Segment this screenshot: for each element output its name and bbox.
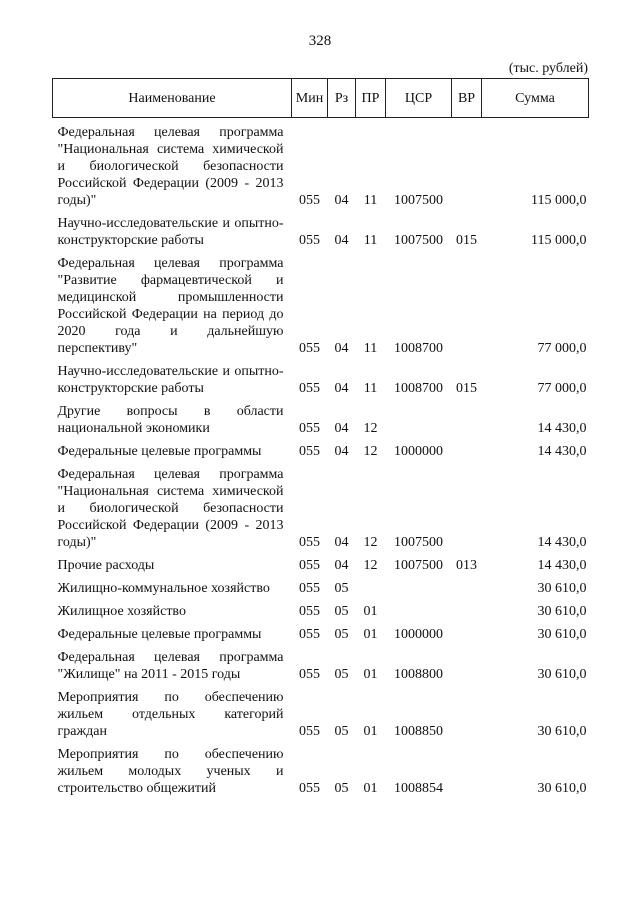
row-sum: 77 000,0 [537, 341, 587, 356]
row-pr: 11 [363, 381, 378, 396]
row-name: Федеральная целевая программа "Национальная система химической и биологической безопасности Российской Федерации (2009 - 2013 годы)" [57, 125, 284, 208]
row-vr [452, 443, 482, 466]
row-sum: 14 430,0 [537, 444, 587, 459]
table-row [53, 603, 589, 626]
row-csr: 1008800 [394, 667, 443, 682]
row-csr [386, 603, 452, 626]
row-name: Мероприятия по обеспечению жильем молодых ученых и строительство общежитий [57, 747, 284, 796]
header-name: Наименование [53, 79, 292, 118]
row-min: 055 [299, 724, 320, 739]
row-min: 055 [299, 781, 320, 796]
header-min: Мин [292, 79, 328, 118]
row-rz: 05 [334, 627, 349, 642]
row-sum: 14 430,0 [537, 535, 587, 550]
row-csr [386, 403, 452, 443]
table-row [53, 649, 589, 689]
row-pr [356, 580, 386, 603]
row-vr: 013 [456, 558, 477, 573]
unit-label: (тыс. рублей) [508, 61, 588, 76]
row-rz: 04 [334, 535, 349, 550]
row-name: Научно-исследовательские и опытно-конструкторские работы [57, 364, 284, 396]
row-min: 055 [299, 667, 320, 682]
row-sum: 14 430,0 [537, 558, 587, 573]
row-csr: 1000000 [394, 444, 443, 459]
row-rz: 05 [334, 781, 349, 796]
row-pr: 11 [363, 233, 378, 248]
row-sum: 30 610,0 [537, 781, 587, 796]
row-rz: 04 [334, 341, 349, 356]
table-row [53, 443, 589, 466]
row-name: Другие вопросы в области национальной экономики [57, 404, 284, 436]
table-row [53, 363, 589, 403]
row-pr: 12 [363, 558, 378, 573]
row-name: Научно-исследовательские и опытно-конструкторские работы [57, 216, 284, 248]
row-csr: 1000000 [394, 627, 443, 642]
row-csr: 1007500 [394, 233, 443, 248]
row-rz: 04 [334, 233, 349, 248]
row-pr: 01 [363, 627, 378, 642]
row-pr: 11 [363, 193, 378, 208]
row-vr [452, 603, 482, 626]
row-name: Федеральные целевые программы [57, 444, 262, 459]
row-min: 055 [299, 193, 320, 208]
row-min: 055 [299, 535, 320, 550]
row-vr [452, 403, 482, 443]
table-row [53, 466, 589, 557]
row-vr [452, 255, 482, 363]
row-vr [452, 466, 482, 557]
row-min: 055 [299, 558, 320, 573]
row-rz: 04 [334, 381, 349, 396]
budget-table [52, 78, 589, 803]
row-name: Федеральные целевые программы [57, 627, 262, 642]
row-vr: 015 [456, 381, 477, 396]
row-csr: 1007500 [394, 535, 443, 550]
row-min: 055 [299, 444, 320, 459]
row-csr [386, 580, 452, 603]
row-rz: 05 [334, 604, 349, 619]
row-rz: 04 [334, 421, 349, 436]
row-sum: 14 430,0 [537, 421, 587, 436]
header-csr: ЦСР [386, 79, 452, 118]
row-vr [452, 746, 482, 803]
header-sum: Сумма [482, 79, 589, 118]
row-csr: 1008850 [394, 724, 443, 739]
table-row [53, 580, 589, 603]
row-vr [452, 118, 482, 216]
table-row [53, 215, 589, 255]
row-name: Федеральная целевая программа "Жилище" на 2011 - 2015 годы [57, 650, 284, 682]
row-csr: 1008854 [394, 781, 443, 796]
table-row [53, 255, 589, 363]
row-pr: 01 [363, 781, 378, 796]
table-row [53, 403, 589, 443]
row-min: 055 [299, 581, 320, 596]
table-row [53, 557, 589, 580]
row-rz: 04 [334, 444, 349, 459]
row-rz: 05 [334, 724, 349, 739]
row-sum: 30 610,0 [537, 581, 587, 596]
row-name: Мероприятия по обеспечению жильем отдельных категорий граждан [57, 690, 284, 739]
row-vr [452, 649, 482, 689]
row-vr [452, 580, 482, 603]
row-pr: 11 [363, 341, 378, 356]
row-pr: 12 [363, 421, 378, 436]
row-vr [452, 689, 482, 746]
table-row [53, 626, 589, 649]
row-pr: 01 [363, 667, 378, 682]
row-min: 055 [299, 627, 320, 642]
row-sum: 115 000,0 [531, 193, 587, 208]
row-pr: 12 [363, 444, 378, 459]
row-sum: 30 610,0 [537, 627, 587, 642]
row-name: Федеральная целевая программа "Национальная система химической и биологической безопасности Российской Федерации (2009 - 2013 годы)" [57, 467, 284, 550]
table-row [53, 118, 589, 216]
page-number: 328 [308, 33, 332, 49]
row-min: 055 [299, 604, 320, 619]
row-sum: 30 610,0 [537, 667, 587, 682]
row-sum: 30 610,0 [537, 724, 587, 739]
row-csr: 1008700 [394, 341, 443, 356]
row-pr: 12 [363, 535, 378, 550]
row-pr: 01 [363, 724, 378, 739]
row-rz: 05 [334, 667, 349, 682]
row-rz: 05 [334, 581, 349, 596]
row-rz: 04 [334, 558, 349, 573]
row-min: 055 [299, 341, 320, 356]
table-header-row [53, 79, 589, 118]
row-name: Федеральная целевая программа "Развитие фармацевтической и медицинской промышленности Российской Федерации на период до 2020 года и дальнейшую перспективу" [57, 256, 284, 356]
row-min: 055 [299, 421, 320, 436]
row-sum: 30 610,0 [537, 604, 587, 619]
row-csr: 1008700 [394, 381, 443, 396]
row-pr: 01 [363, 604, 378, 619]
row-min: 055 [299, 233, 320, 248]
header-pr: ПР [356, 79, 386, 118]
row-vr: 015 [456, 233, 477, 248]
table-row [53, 746, 589, 803]
row-sum: 77 000,0 [537, 381, 587, 396]
row-vr [452, 626, 482, 649]
row-min: 055 [299, 381, 320, 396]
header-vr: ВР [452, 79, 482, 118]
row-csr: 1007500 [394, 558, 443, 573]
row-sum: 115 000,0 [531, 233, 587, 248]
row-name: Прочие расходы [57, 558, 155, 573]
row-name: Жилищно-коммунальное хозяйство [57, 581, 270, 596]
header-rz: Рз [328, 79, 356, 118]
table-row [53, 689, 589, 746]
row-csr: 1007500 [394, 193, 443, 208]
row-rz: 04 [334, 193, 349, 208]
row-name: Жилищное хозяйство [57, 604, 186, 619]
